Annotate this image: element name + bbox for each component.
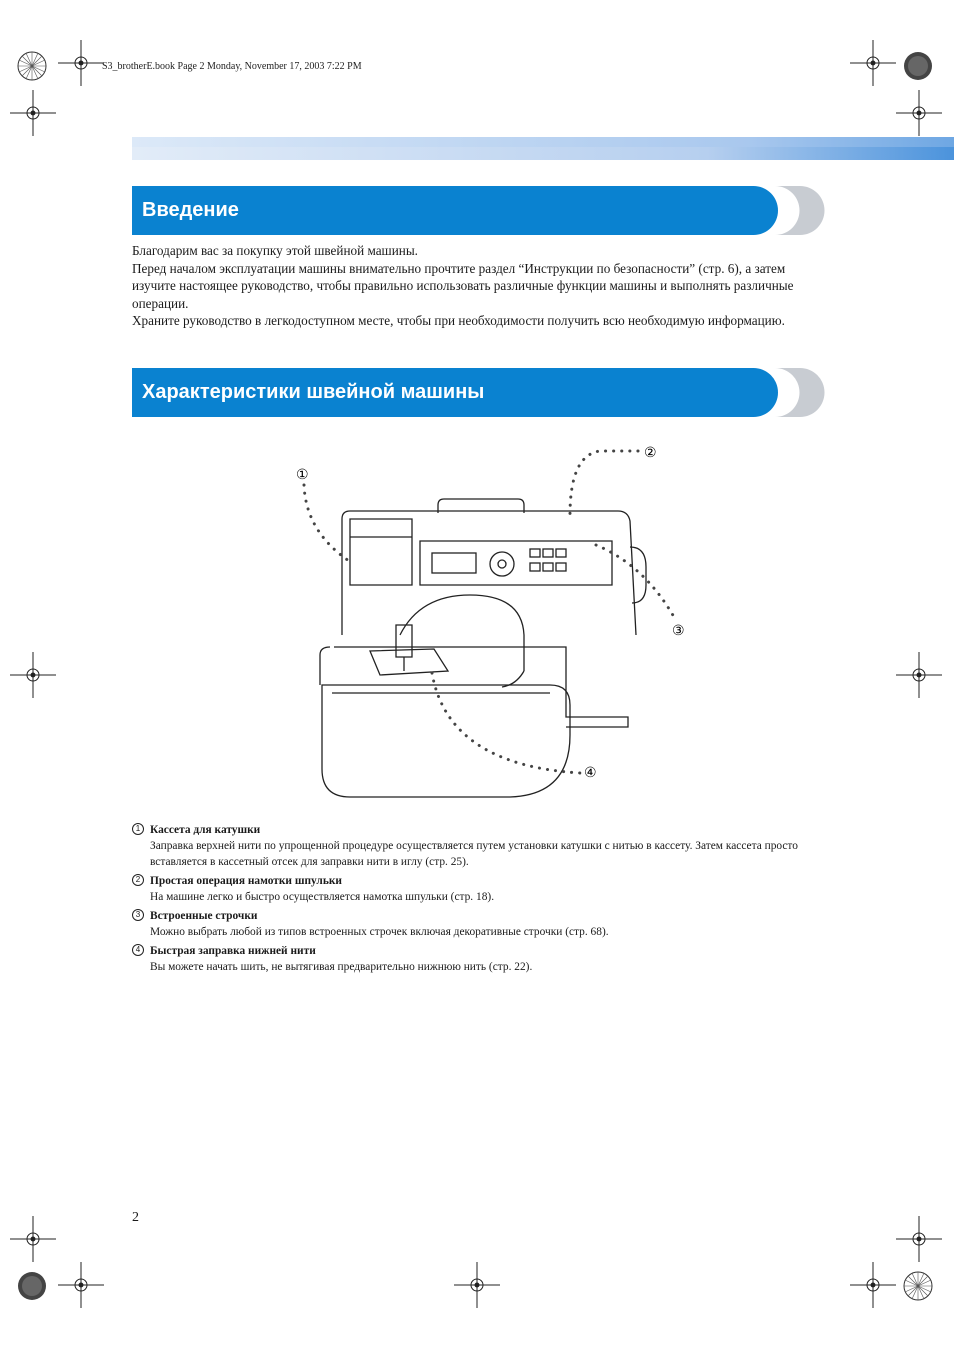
- list-item: [132, 908, 832, 940]
- item-number: 1: [132, 823, 144, 835]
- page-number: 2: [132, 1210, 139, 1225]
- registration-mark-icon: [900, 1268, 936, 1304]
- crop-mark-icon: [10, 90, 56, 136]
- registration-mark-icon: [14, 1268, 50, 1304]
- header-band-top: [132, 137, 954, 147]
- feature-title: Простая операция намотки шпульки: [150, 875, 342, 887]
- crop-mark-icon: [850, 40, 896, 86]
- print-header: S3_brotherE.book Page 2 Monday, November 17, 2003 7:22 PM: [102, 61, 362, 72]
- callout-label: ④: [584, 764, 597, 780]
- item-number: 2: [132, 874, 144, 886]
- sewing-machine-illustration: [280, 435, 700, 805]
- intro-paragraph: Храните руководство в легкодоступном месте, чтобы при необходимости получить всю необходимую информацию.: [132, 313, 785, 329]
- crop-mark-icon: [10, 652, 56, 698]
- list-item: [132, 943, 832, 975]
- feature-description: Заправка верхней нити по упрощенной процедуре осуществляется путем установки катушки с нитью в кассету. Затем кассета просто вставляется в кассетный отсек для заправки нити в иглу (стр. 25).: [150, 840, 798, 868]
- crop-mark-icon: [10, 1216, 56, 1262]
- crop-mark-icon: [58, 40, 104, 86]
- crop-mark-icon: [896, 652, 942, 698]
- item-number: 4: [132, 944, 144, 956]
- intro-paragraph: Перед началом эксплуатации машины внимательно прочтите раздел “Инструкции по безопасности” (стр. 6), а затем изучите настоящее руководство, чтобы правильно использовать различные функции машины и выполнять различные операции.: [132, 260, 794, 311]
- feature-title: Кассета для катушки: [150, 824, 261, 836]
- feature-description: Вы можете начать шить, не вытягивая предварительно нижнюю нить (стр. 22).: [150, 961, 533, 973]
- intro-text: [132, 242, 812, 330]
- callout-label: ①: [296, 466, 309, 482]
- feature-description: На машине легко и быстро осуществляется намотка шпульки (стр. 18).: [150, 891, 495, 903]
- registration-mark-icon: [900, 48, 936, 84]
- callout-label: ②: [644, 444, 657, 460]
- crop-mark-icon: [896, 90, 942, 136]
- list-item: [132, 822, 832, 870]
- feature-description: Можно выбрать любой из типов встроенных строчек включая декоративные строчки (стр. 68).: [150, 926, 609, 938]
- feature-title: Встроенные строчки: [150, 910, 258, 922]
- section-heading-features: Характеристики швейной машины: [132, 368, 778, 417]
- header-band-bottom: [132, 147, 954, 160]
- registration-mark-icon: [14, 48, 50, 84]
- list-item: [132, 873, 832, 905]
- item-number: 3: [132, 909, 144, 921]
- crop-mark-icon: [850, 1262, 896, 1308]
- callout-label: ③: [672, 622, 685, 638]
- feature-title: Быстрая заправка нижней нити: [150, 945, 316, 957]
- crop-mark-icon: [454, 1262, 500, 1308]
- feature-list: [132, 822, 832, 978]
- crop-mark-icon: [896, 1216, 942, 1262]
- section-heading-intro: Введение: [132, 186, 778, 235]
- intro-paragraph: Благодарим вас за покупку этой швейной машины.: [132, 243, 418, 258]
- crop-mark-icon: [58, 1262, 104, 1308]
